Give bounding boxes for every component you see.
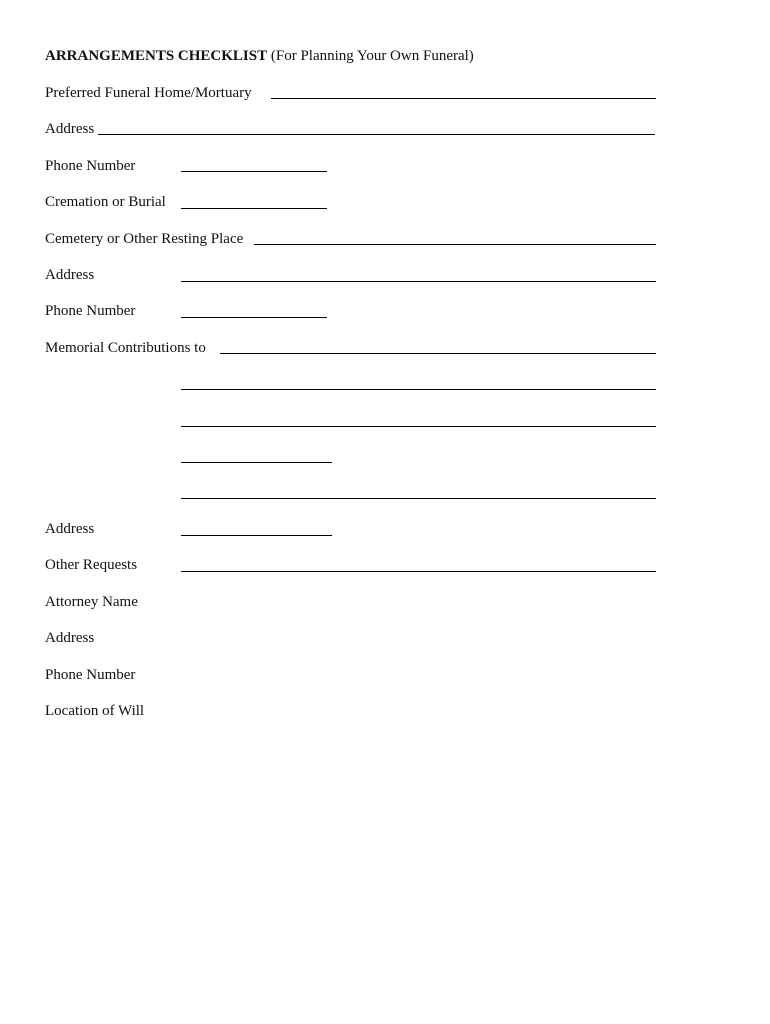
address-line-3[interactable]: [181, 535, 332, 536]
phone-label-3: Phone Number: [45, 667, 136, 683]
address-line-2[interactable]: [181, 281, 656, 282]
funeral-home-label: Preferred Funeral Home/Mortuary: [45, 85, 252, 101]
address-line-1[interactable]: [98, 134, 655, 135]
phone-label-2: Phone Number: [45, 303, 136, 319]
phone-label-1: Phone Number: [45, 158, 136, 174]
subtitle-text: (For Planning Your Own Funeral): [270, 48, 474, 64]
attorney-name-label: Attorney Name: [45, 594, 138, 610]
address-label-4: Address: [45, 630, 95, 646]
address-label-1: Address: [45, 121, 95, 137]
location-of-will-label: Location of Will: [45, 703, 145, 719]
memorial-continuation-line-3[interactable]: [181, 462, 332, 463]
phone-line-1[interactable]: [181, 171, 327, 172]
memorial-contributions-line[interactable]: [220, 353, 656, 354]
address-label-3: Address: [45, 521, 95, 537]
memorial-continuation-line-4[interactable]: [181, 498, 656, 499]
cemetery-line[interactable]: [254, 244, 656, 245]
memorial-contributions-label: Memorial Contributions to: [45, 340, 206, 356]
cemetery-label: Cemetery or Other Resting Place: [45, 231, 244, 247]
other-requests-line[interactable]: [181, 571, 656, 572]
address-label-2: Address: [45, 267, 95, 283]
title-text: ARRANGEMENTS CHECKLIST: [45, 48, 268, 64]
memorial-continuation-line-1[interactable]: [181, 389, 656, 390]
funeral-home-line[interactable]: [271, 98, 656, 99]
phone-line-2[interactable]: [181, 317, 327, 318]
other-requests-label: Other Requests: [45, 557, 138, 573]
cremation-burial-label: Cremation or Burial: [45, 194, 166, 210]
memorial-continuation-line-2[interactable]: [181, 426, 656, 427]
cremation-burial-line[interactable]: [181, 208, 327, 209]
document-title: [45, 47, 474, 65]
